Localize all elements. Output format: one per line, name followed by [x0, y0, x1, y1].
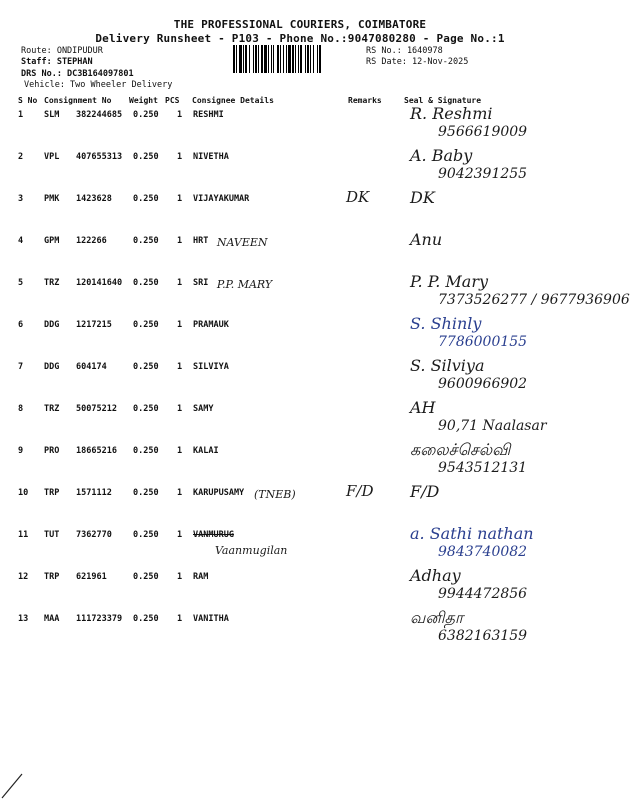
row-pcs: 1 [177, 404, 183, 414]
row-sno: 4 [18, 236, 24, 246]
row-sno: 12 [18, 572, 29, 582]
vehicle-label: Vehicle: Two Wheeler Delivery [24, 80, 173, 90]
row-phone-handwritten: 9543512131 [438, 460, 528, 476]
row-weight: 0.250 [133, 362, 159, 372]
row-consignee-name: NIVETHA [193, 152, 229, 162]
row-weight: 0.250 [133, 194, 159, 204]
row-consignment-number: 1217215 [76, 320, 112, 330]
row-signature: Anu [410, 230, 443, 249]
row-consignment-number: 120141640 [76, 278, 123, 288]
row-phone-handwritten: 9566619009 [438, 124, 528, 140]
row-consignee-name: VIJAYAKUMAR [193, 194, 250, 204]
staff-label: Staff: STEPHAN [21, 57, 93, 67]
row-signature: A. Baby [410, 146, 473, 165]
row-sno: 7 [18, 362, 24, 372]
row-consignment-prefix: MAA [44, 614, 60, 624]
corner-mark [0, 770, 30, 800]
row-weight: 0.250 [133, 236, 159, 246]
row-consignee-handwritten: (TNEB) [254, 488, 296, 501]
row-pcs: 1 [177, 278, 183, 288]
row-consignment-number: 7362770 [76, 530, 112, 540]
row-consignment-number: 111723379 [76, 614, 123, 624]
row-pcs: 1 [177, 320, 183, 330]
row-remark-handwritten: DK [346, 188, 370, 206]
row-consignment-number: 1571112 [76, 488, 112, 498]
row-sno: 10 [18, 488, 29, 498]
row-sno: 13 [18, 614, 29, 624]
row-consignment-number: 122266 [76, 236, 107, 246]
route-label: Route: ONDIPUDUR [21, 46, 103, 56]
row-signature: R. Reshmi [410, 104, 493, 123]
row-sno: 1 [18, 110, 24, 120]
row-consignment-prefix: GPM [44, 236, 60, 246]
row-consignment-prefix: TUT [44, 530, 60, 540]
row-phone-handwritten: 7373526277 / 9677936906 [438, 292, 630, 308]
col-weight: Weight [129, 96, 158, 105]
row-signature: வனிதா [410, 608, 464, 627]
row-consignment-number: 604174 [76, 362, 107, 372]
row-weight: 0.250 [133, 110, 159, 120]
row-consignee-name: VANITHA [193, 614, 229, 624]
row-consignee-name: VANMURUG [193, 530, 234, 540]
row-pcs: 1 [177, 572, 183, 582]
barcode [233, 45, 361, 73]
row-weight: 0.250 [133, 488, 159, 498]
company-title: THE PROFESSIONAL COURIERS, COIMBATORE [173, 18, 427, 31]
row-pcs: 1 [177, 236, 183, 246]
row-consignment-prefix: VPL [44, 152, 60, 162]
row-signature: a. Sathi nathan [410, 524, 534, 543]
row-phone-handwritten: 6382163159 [438, 628, 528, 644]
row-pcs: 1 [177, 530, 183, 540]
row-consignment-number: 621961 [76, 572, 107, 582]
row-consignee-name: SILVIYA [193, 362, 229, 372]
row-consignment-prefix: TRZ [44, 404, 60, 414]
rs-number: RS No.: 1640978 [366, 46, 443, 56]
row-signature: F/D [410, 482, 440, 501]
row-phone-handwritten: 9600966902 [438, 376, 528, 392]
row-pcs: 1 [177, 362, 183, 372]
drs-label: DRS No.: DC3B164097801 [21, 69, 134, 79]
row-consignee-name: PRAMAUK [193, 320, 229, 330]
col-consignee: Consignee Details [192, 96, 274, 105]
runsheet-subtitle: Delivery Runsheet - P103 - Phone No.:9047080280 - Page No.:1 [95, 32, 505, 45]
row-consignment-prefix: DDG [44, 362, 60, 372]
row-pcs: 1 [177, 488, 183, 498]
row-consignment-prefix: TRZ [44, 278, 60, 288]
row-consignee-name: KALAI [193, 446, 219, 456]
row-sno: 5 [18, 278, 24, 288]
row-sno: 2 [18, 152, 24, 162]
row-signature: DK [410, 188, 435, 207]
row-weight: 0.250 [133, 530, 159, 540]
row-consignment-prefix: DDG [44, 320, 60, 330]
row-consignment-prefix: TRP [44, 488, 60, 498]
row-consignee-name: HRT [193, 236, 209, 246]
rs-date: RS Date: 12-Nov-2025 [366, 57, 469, 67]
row-consignment-number: 18665216 [76, 446, 117, 456]
row-pcs: 1 [177, 194, 183, 204]
row-consignment-number: 50075212 [76, 404, 117, 414]
col-seal-signature: Seal & Signature [404, 96, 482, 105]
row-signature: S. Silviya [410, 356, 485, 375]
col-consignment: Consignment No [44, 96, 112, 105]
row-remark-handwritten: F/D [346, 482, 374, 500]
row-consignment-prefix: SLM [44, 110, 60, 120]
row-sno: 3 [18, 194, 24, 204]
row-signature: AH [410, 398, 436, 417]
row-sno: 11 [18, 530, 29, 540]
row-consignee-handwritten: Vaanmugilan [215, 544, 288, 557]
row-consignee-handwritten: NAVEEN [216, 236, 268, 249]
row-signature: P. P. Mary [410, 272, 488, 291]
row-phone-handwritten: 9843740082 [438, 544, 528, 560]
row-pcs: 1 [177, 614, 183, 624]
row-signature: S. Shinly [410, 314, 482, 333]
row-pcs: 1 [177, 152, 183, 162]
row-consignment-number: 407655313 [76, 152, 123, 162]
row-sno: 8 [18, 404, 24, 414]
row-phone-handwritten: 9944472856 [438, 586, 528, 602]
row-consignment-prefix: TRP [44, 572, 60, 582]
row-consignment-number: 1423628 [76, 194, 112, 204]
row-weight: 0.250 [133, 614, 159, 624]
row-phone-handwritten: 7786000155 [438, 334, 528, 350]
row-sno: 6 [18, 320, 24, 330]
col-remarks: Remarks [348, 96, 382, 105]
row-consignee-name: RAM [193, 572, 209, 582]
row-consignment-number: 382244685 [76, 110, 123, 120]
col-sno: S No [18, 96, 38, 105]
row-phone-handwritten: 90,71 Naalasar [438, 418, 547, 434]
row-consignee-name: SAMY [193, 404, 214, 414]
row-weight: 0.250 [133, 152, 159, 162]
row-consignment-prefix: PRO [44, 446, 60, 456]
row-phone-handwritten: 9042391255 [438, 166, 528, 182]
row-pcs: 1 [177, 446, 183, 456]
row-consignee-name: SRI [193, 278, 209, 288]
row-weight: 0.250 [133, 278, 159, 288]
row-consignee-handwritten: P.P. MARY [216, 278, 273, 291]
row-weight: 0.250 [133, 404, 159, 414]
row-weight: 0.250 [133, 572, 159, 582]
row-consignment-prefix: PMK [44, 194, 60, 204]
row-weight: 0.250 [133, 320, 159, 330]
col-pcs: PCS [165, 96, 180, 105]
row-sno: 9 [18, 446, 24, 456]
row-weight: 0.250 [133, 446, 159, 456]
row-signature: கலைச்செல்வி [410, 440, 511, 459]
row-consignee-name: RESHMI [193, 110, 224, 120]
row-pcs: 1 [177, 110, 183, 120]
row-signature: Adhay [410, 566, 461, 585]
row-consignee-name: KARUPUSAMY [193, 488, 245, 498]
